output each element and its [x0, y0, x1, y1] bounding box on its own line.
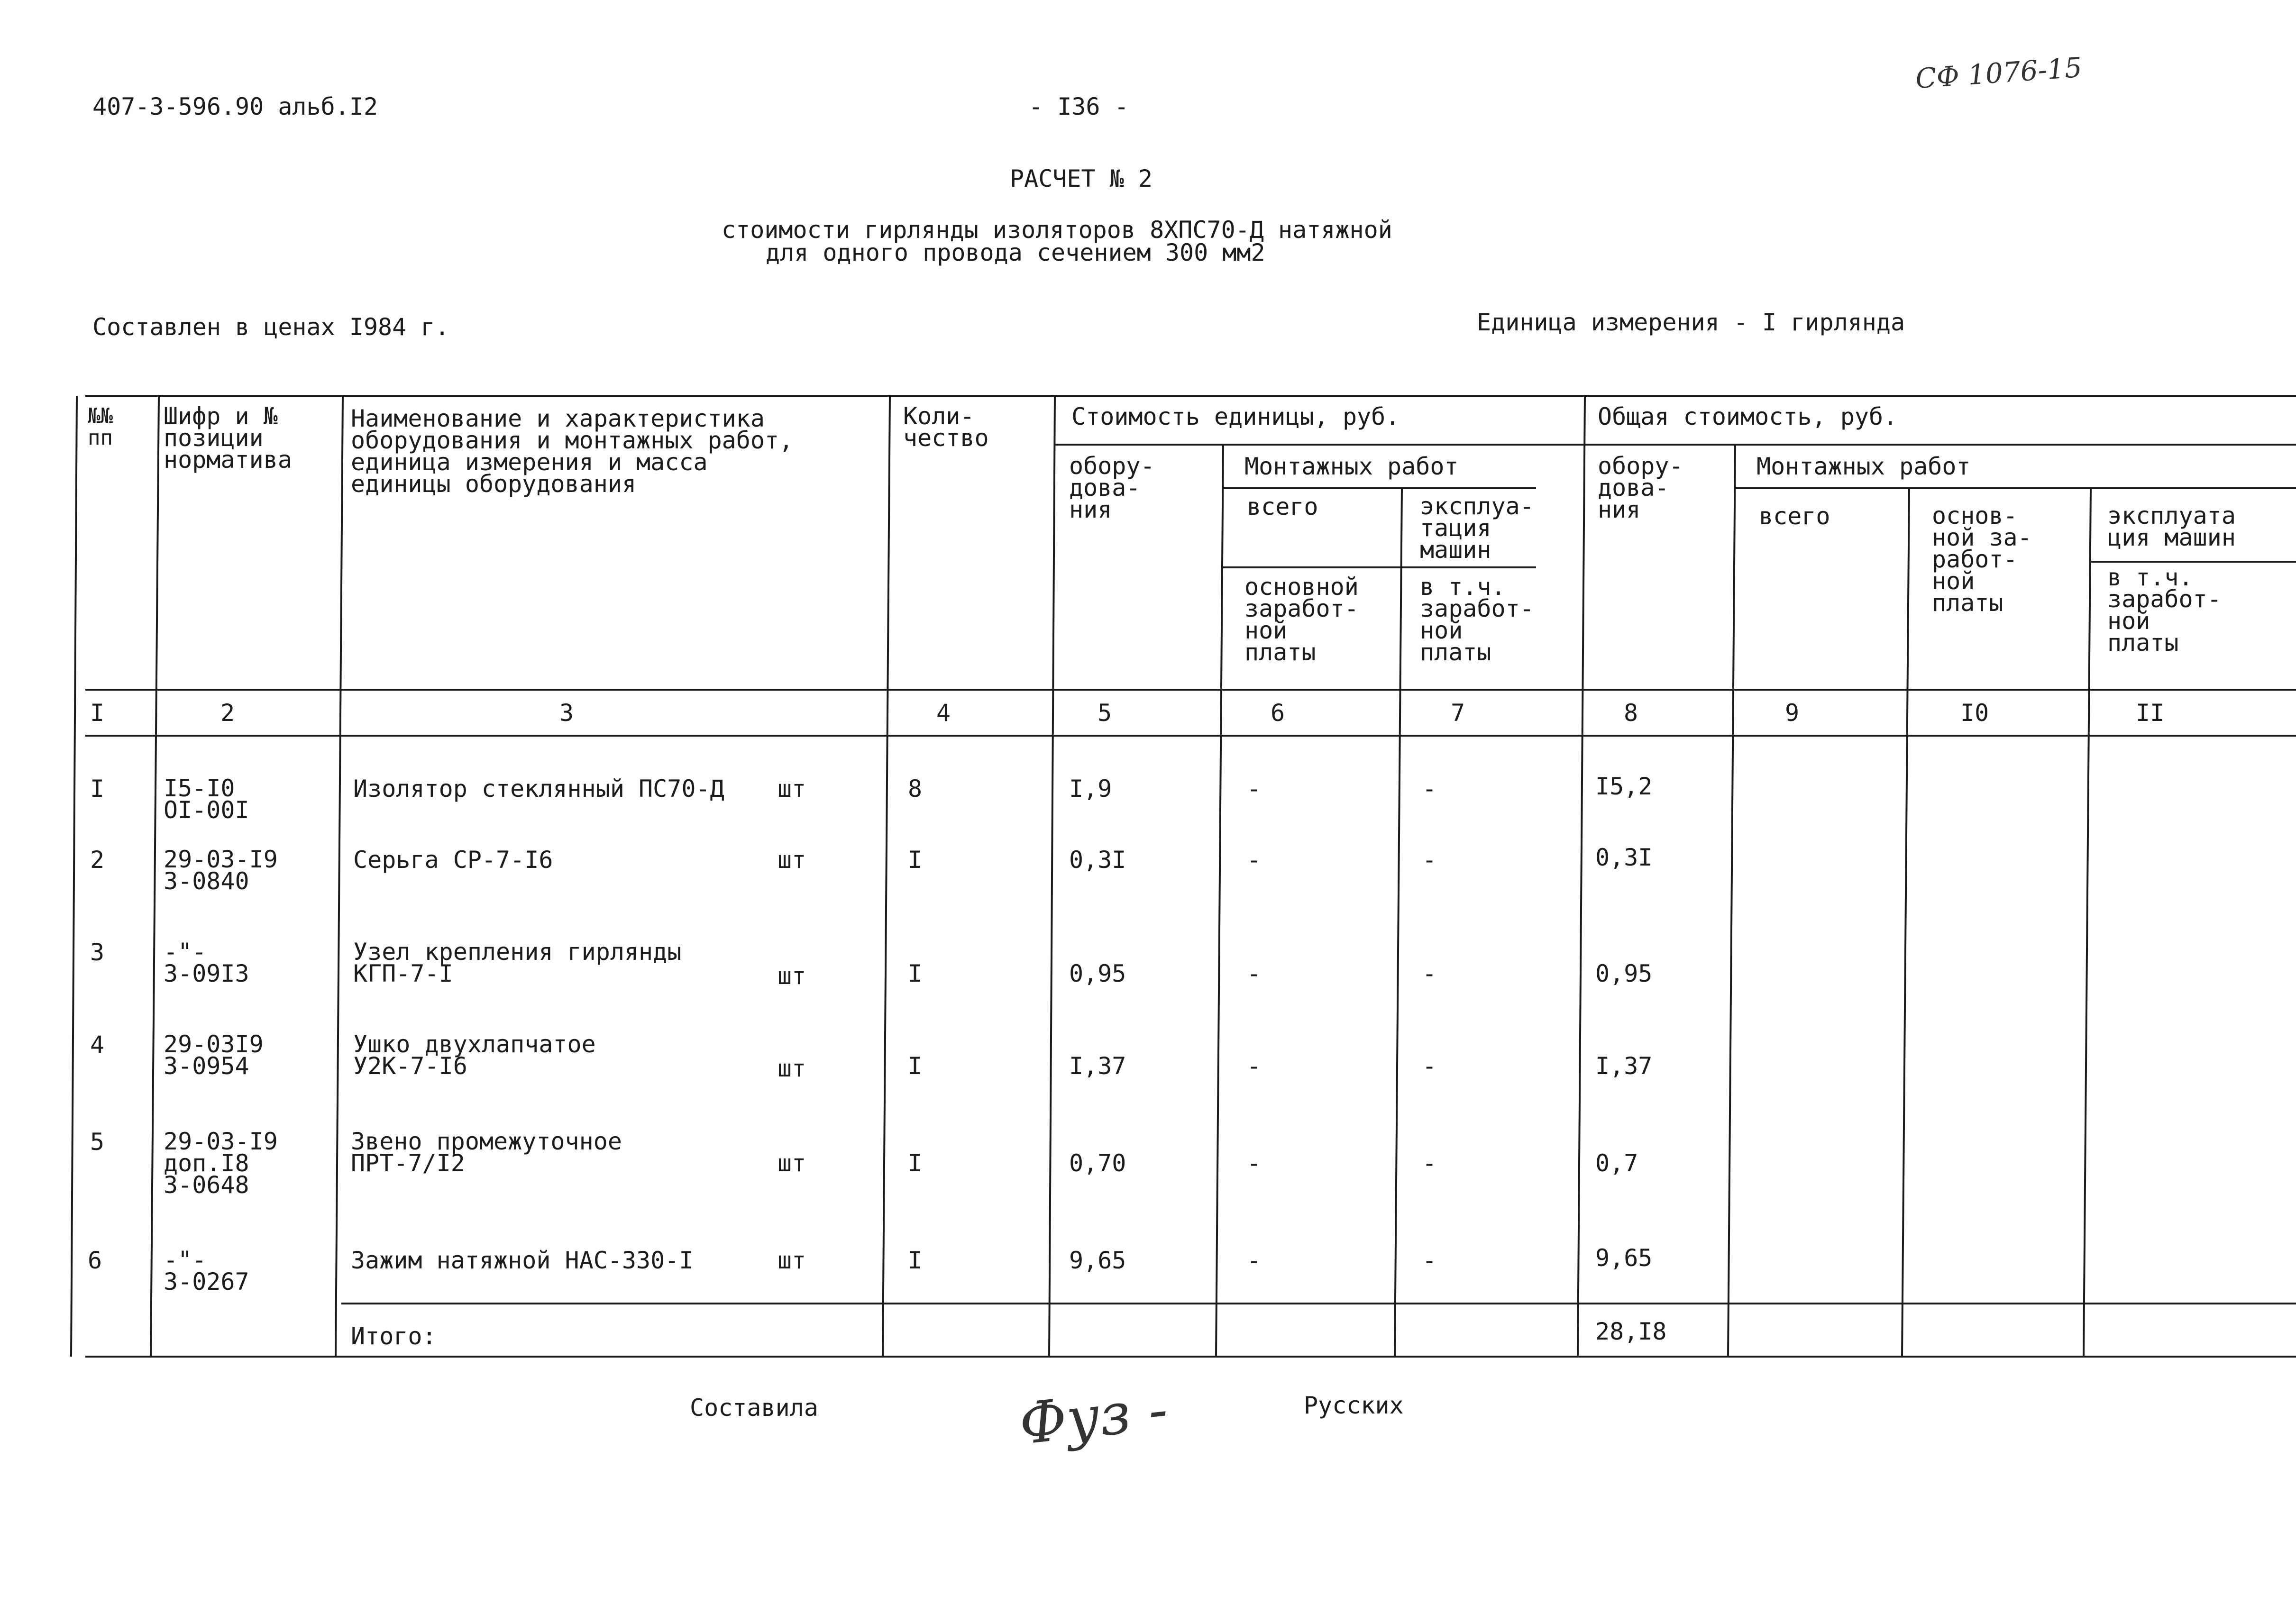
header-unit-machine-exploit: эксплуа- тация машин [1420, 492, 1534, 564]
row-4-mount: - [1247, 1052, 1262, 1080]
row-3-name: Узел крепления гирлянды КГП-7-I [353, 938, 682, 987]
row-6-num: 6 [88, 1247, 102, 1274]
signature: Фуз - [1016, 1377, 1171, 1458]
row-1-exploit: - [1422, 775, 1437, 802]
col-number-4: 4 [936, 699, 951, 727]
col-number-2: 2 [220, 699, 235, 727]
col-number-8: 8 [1624, 699, 1638, 727]
header-unit-equipment: обору- дова- ния [1069, 452, 1155, 523]
row-2-unit: шт [778, 846, 806, 874]
col-number-10: I0 [1960, 699, 1989, 727]
header-total-base-salary: основ- ной за- работ- ной платы [1932, 502, 2032, 617]
header-name: Наименование и характеристика оборудования и монтажных работ, единица измерения и масса единицы оборудования [351, 405, 794, 498]
price-basis: Составлен в ценах I984 г. [92, 313, 449, 341]
row-3-unit: шт [778, 962, 806, 990]
row-4-total: I,37 [1595, 1052, 1653, 1080]
header-unit-incl-salary: в т.ч. заработ- ной платы [1420, 573, 1534, 666]
row-4-name: Ушко двухлапчатое У2К-7-I6 [353, 1030, 596, 1080]
calc-heading: РАСЧЕТ № 2 [1010, 165, 1153, 192]
row-5-exploit: - [1422, 1149, 1437, 1177]
header-unit-total: всего [1247, 493, 1318, 520]
header-code: Шифр и № позиции норматива [164, 402, 292, 474]
row-2-total: 0,3I [1595, 844, 1653, 871]
row-6-mount: - [1247, 1247, 1262, 1274]
row-5-num: 5 [90, 1128, 105, 1156]
row-6-equip: 9,65 [1069, 1247, 1126, 1274]
row-2-equip: 0,3I [1069, 846, 1126, 874]
row-1-mount: - [1247, 775, 1262, 802]
document-code: 407-3-596.90 альб.I2 [92, 93, 378, 120]
calc-title-line1: стоимости гирлянды изоляторов 8ХПС70-Д натяжной [722, 216, 1392, 244]
page-number: - I36 - [1029, 93, 1129, 120]
header-total-machine-exploit: эксплуата ция машин [2107, 502, 2236, 551]
header-num: №№ пп [88, 404, 113, 450]
total-value: 28,I8 [1595, 1318, 1667, 1345]
header-total-total: всего [1759, 502, 1830, 530]
row-3-equip: 0,95 [1069, 960, 1126, 987]
archive-stamp: СФ 1076-15 [1914, 51, 2083, 95]
header-unit-cost: Стоимость единицы, руб. [1071, 403, 1400, 430]
row-2-mount: - [1247, 846, 1262, 874]
row-2-num: 2 [90, 846, 105, 874]
row-1-name: Изолятор стеклянный ПС70-Д [353, 775, 724, 802]
row-4-equip: I,37 [1069, 1052, 1126, 1080]
row-2-qty: I [908, 846, 923, 874]
row-6-exploit: - [1422, 1247, 1437, 1274]
row-3-exploit: - [1422, 960, 1437, 987]
col-number-9: 9 [1785, 699, 1800, 727]
row-3-num: 3 [90, 939, 105, 966]
col-number-7: 7 [1451, 699, 1465, 727]
row-6-name: Зажим натяжной НАС-330-I [351, 1247, 694, 1274]
row-3-total: 0,95 [1595, 960, 1653, 987]
row-6-unit: шт [778, 1247, 806, 1274]
header-total-cost: Общая стоимость, руб. [1598, 403, 1898, 430]
row-2-code: 29-03-I9 3-0840 [164, 846, 278, 895]
row-5-qty: I [908, 1149, 923, 1177]
row-1-unit: шт [778, 775, 806, 802]
row-4-qty: I [908, 1052, 923, 1080]
compiler-name: Русских [1304, 1392, 1404, 1419]
row-4-unit: шт [778, 1055, 806, 1082]
col-number-6: 6 [1271, 699, 1285, 727]
row-1-code: I5-I0 OI-00I [164, 775, 249, 824]
header-total-mounting: Монтажных работ [1756, 453, 1971, 480]
row-2-name: Серьга СР-7-I6 [353, 846, 553, 874]
row-6-qty: I [908, 1247, 923, 1274]
header-qty: Коли- чество [903, 402, 989, 452]
col-number-5: 5 [1098, 699, 1112, 727]
row-1-equip: I,9 [1069, 775, 1112, 802]
row-5-name: Звено промежуточное ПРТ-7/I2 [351, 1128, 622, 1177]
header-unit-mounting: Монтажных работ [1244, 453, 1459, 480]
row-1-qty: 8 [908, 775, 923, 802]
row-6-code: -"- 3-0267 [164, 1246, 249, 1295]
row-5-equip: 0,70 [1069, 1149, 1126, 1177]
col-number-3: 3 [559, 699, 574, 727]
row-6-total: 9,65 [1595, 1244, 1653, 1272]
row-4-num: 4 [90, 1031, 105, 1058]
row-3-mount: - [1247, 960, 1262, 987]
header-total-incl-salary: в т.ч. заработ- ной платы [2107, 564, 2222, 656]
row-2-exploit: - [1422, 846, 1437, 874]
row-1-total: I5,2 [1595, 773, 1653, 800]
unit-of-measure: Единица измерения - I гирлянда [1477, 309, 1905, 336]
row-3-code: -"- 3-09I3 [164, 938, 249, 987]
col-number-1: I [90, 699, 105, 727]
row-5-unit: шт [778, 1149, 806, 1177]
row-1-num: I [90, 775, 105, 802]
row-5-total: 0,7 [1595, 1149, 1638, 1177]
row-5-mount: - [1247, 1149, 1262, 1177]
row-3-qty: I [908, 960, 923, 987]
col-number-11: II [2136, 699, 2165, 727]
row-4-exploit: - [1422, 1052, 1437, 1080]
row-4-code: 29-03I9 3-0954 [164, 1030, 264, 1080]
total-label: Итого: [351, 1322, 437, 1350]
header-total-equipment: обору- дова- ния [1598, 452, 1683, 523]
compiled-by-label: Составила [690, 1394, 818, 1422]
row-5-code: 29-03-I9 доп.I8 3-0648 [164, 1128, 278, 1199]
calc-title-line2: для одного провода сечением 300 мм2 [766, 239, 1265, 266]
header-unit-base-salary: основной заработ- ной платы [1244, 573, 1359, 666]
